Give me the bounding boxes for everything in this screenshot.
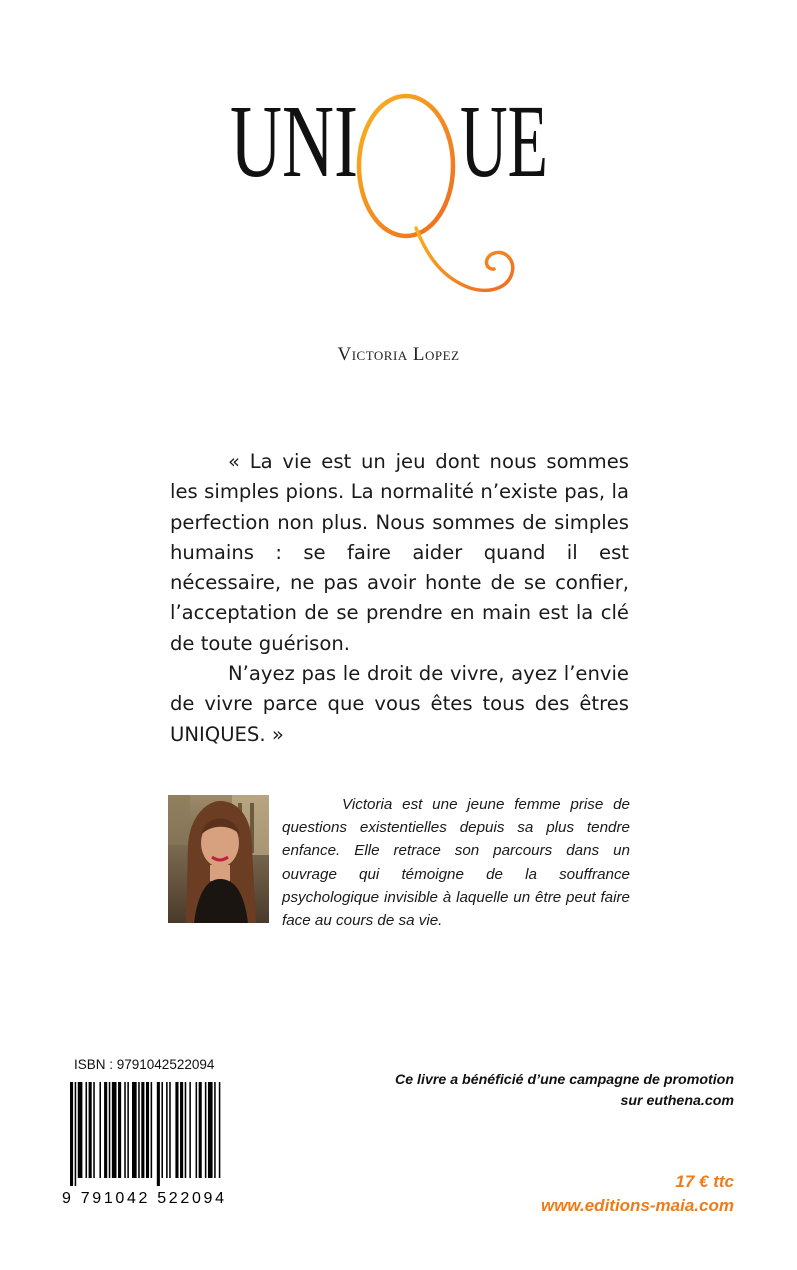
barcode-bar	[196, 1082, 198, 1178]
barcode-bar	[124, 1082, 126, 1178]
barcode-bar	[86, 1082, 88, 1178]
isbn-label: ISBN : 9791042522094	[74, 1057, 215, 1072]
promo-line: sur euthena.com	[620, 1092, 734, 1109]
barcode-bar	[104, 1082, 107, 1178]
barcode-digits: 9 791042 522094	[62, 1190, 224, 1204]
barcode-bar	[109, 1082, 111, 1178]
title-logo	[228, 84, 558, 308]
quote-paragraph: « La vie est un jeu dont nous sommes les simples pions. La normalité n’existe pas, la perfection non plus. Nous sommes de simples humains : se faire aider quand il est nécessaire, ne pas avoir honte de se confier, l’acceptation de se prendre en main est la clé de toute guérison.	[170, 450, 629, 655]
promo-line: Ce livre a bénéficié d’une campagne de promotion	[394, 1072, 734, 1088]
back-cover-quote	[170, 447, 629, 750]
price-block	[541, 1170, 734, 1218]
barcode-bar	[99, 1082, 101, 1178]
barcode-bar	[78, 1082, 83, 1178]
barcode-bar	[93, 1082, 95, 1178]
barcode-bar	[219, 1082, 221, 1178]
barcode-bar	[89, 1082, 92, 1178]
barcode-bar	[185, 1082, 187, 1178]
price: 17 € ttc	[675, 1172, 734, 1191]
title-text-left: UNI	[230, 84, 358, 199]
barcode-bar	[199, 1082, 202, 1178]
barcode-bar	[132, 1082, 137, 1178]
barcode-bar	[189, 1082, 191, 1178]
barcode-bar	[208, 1082, 213, 1178]
barcode-bar	[141, 1082, 144, 1178]
barcode-bar	[127, 1082, 129, 1178]
barcode-bar	[166, 1082, 168, 1178]
barcode	[62, 1080, 230, 1204]
barcode-bar	[146, 1082, 149, 1178]
barcode-bar	[214, 1082, 216, 1178]
barcode-bar	[138, 1082, 140, 1178]
publisher-website: www.editions-maia.com	[540, 1196, 734, 1215]
barcode-bar	[118, 1082, 121, 1178]
quote-paragraph: N’ayez pas le droit de vivre, ayez l’envie de vivre parce que vous êtes tous des êtres UNIQUES. »	[170, 662, 629, 746]
barcode-bar	[180, 1082, 183, 1178]
barcode-bar	[112, 1082, 117, 1178]
book-title	[228, 84, 558, 308]
barcode-bar	[161, 1082, 163, 1178]
barcode-bar	[205, 1082, 207, 1178]
barcode-bar	[175, 1082, 178, 1178]
barcode-bar	[157, 1082, 160, 1186]
barcode-bar	[169, 1082, 171, 1178]
author-name: Victoria Lopez	[337, 344, 460, 365]
barcode-bar	[151, 1082, 153, 1178]
author-photo	[168, 795, 269, 923]
author-bio	[282, 793, 630, 932]
barcode-bar	[75, 1082, 77, 1186]
bio-paragraph: Victoria est une jeune femme prise de questions existentielles depuis sa plus tendre enfance. Elle retrace son parcours dans un ouvrage qui témoigne de la souffrance psychologique invisible à laquelle un être peut faire face au cours de sa vie.	[282, 796, 630, 930]
title-text-right: UE	[460, 84, 548, 199]
barcode-bar	[70, 1082, 73, 1186]
promotion-notice	[395, 1070, 734, 1111]
